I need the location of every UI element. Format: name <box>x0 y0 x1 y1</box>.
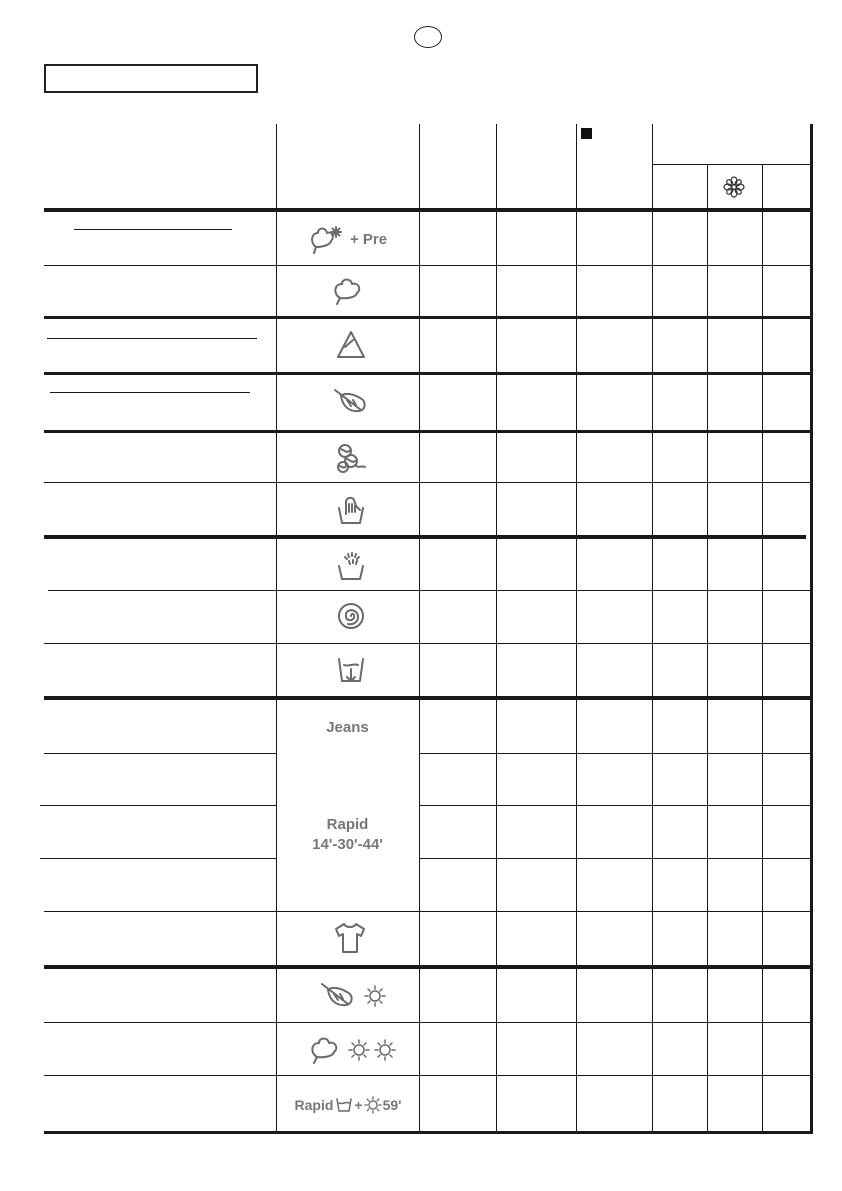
table-bottom-line <box>44 1131 812 1134</box>
rapid-label: Rapid <box>326 816 369 833</box>
table-thin-line <box>44 482 812 483</box>
table-thin-line <box>44 643 812 644</box>
table-thin-line <box>419 753 812 754</box>
cotton-prewash-icon <box>290 222 405 256</box>
table-col-line <box>652 124 653 1132</box>
delicate-feather-icon <box>330 384 370 420</box>
rinse-shower-icon <box>334 546 368 584</box>
table-thick-line <box>44 696 812 700</box>
drain-icon <box>334 653 368 689</box>
language-badge <box>414 26 442 48</box>
table-thin-line <box>48 590 812 591</box>
table-col-line <box>707 164 708 1132</box>
table-col-line <box>419 124 420 1132</box>
synthetic-triangle-icon <box>334 327 368 363</box>
rapid-text-icon <box>290 815 405 859</box>
table-col-line <box>762 164 763 1132</box>
rapid-wash-dry-icon: Rapid + 59' <box>294 1097 402 1113</box>
jeans-text-icon <box>290 712 405 742</box>
table-thin-line <box>40 805 276 806</box>
table-thick-line <box>44 316 812 319</box>
table-thin-line <box>419 805 812 806</box>
wool-yarn-icon <box>330 438 370 478</box>
table-thin-line <box>44 911 812 912</box>
table-thin-line <box>44 1022 812 1023</box>
softener-flower-icon <box>722 175 746 199</box>
section-title-box <box>44 64 258 93</box>
cotton-icon <box>328 274 368 308</box>
spin-spiral-icon <box>334 599 368 633</box>
hand-wash-icon <box>334 490 368 528</box>
table-col-line <box>496 124 497 1132</box>
program-name-underline <box>74 229 232 230</box>
program-name-underline <box>47 338 257 339</box>
shirt-icon <box>330 918 370 958</box>
table-col-line <box>576 124 577 1132</box>
table-thin-line <box>419 858 812 859</box>
rapid-times-label: 14'-30'-44' <box>312 836 383 853</box>
table-thin-line <box>44 753 276 754</box>
table-thick-line <box>44 535 806 539</box>
table-header-subline <box>652 164 812 165</box>
rapid-wash-dry-label: Rapid <box>294 1097 334 1113</box>
program-name-underline <box>50 392 250 393</box>
prewash-label: + Pre <box>349 230 388 248</box>
table-thin-line <box>44 1075 812 1076</box>
cotton-dry-two-icon <box>306 1032 398 1068</box>
delicate-dry-one-icon <box>312 978 392 1014</box>
table-thin-line <box>44 265 812 266</box>
rapid-wash-dry-time: 59' <box>382 1097 402 1113</box>
table-thick-line <box>44 372 812 375</box>
table-thick-line <box>44 965 812 969</box>
table-thick-line <box>44 208 812 212</box>
table-thin-line <box>40 858 276 859</box>
table-col-line <box>276 124 277 1132</box>
black-square-icon <box>581 128 592 139</box>
jeans-label: Jeans <box>326 718 369 736</box>
table-right-border <box>810 124 813 1134</box>
table-thick-line <box>44 430 812 433</box>
